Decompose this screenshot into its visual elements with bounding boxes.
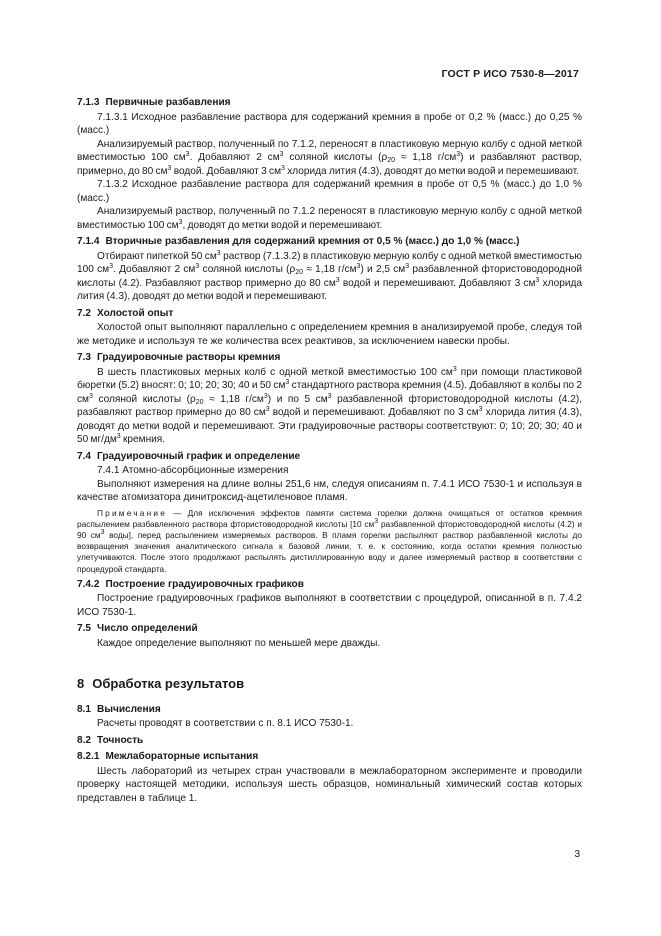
paragraph-7-4-1-body: Выполняют измерения на длине волны 251,6 нм, следуя описаниям п. 7.4.1 ИСО 7530-1 и используя в качестве атомизатора динитроксид-ацетиленовое пламя. bbox=[77, 478, 582, 503]
section-title: Вычисления bbox=[97, 703, 161, 715]
heading-7-1-3 bbox=[77, 96, 582, 110]
heading-7-4-2 bbox=[77, 578, 582, 592]
section-number: 7.4.2 bbox=[77, 578, 100, 590]
section-number: 7.5 bbox=[77, 623, 92, 635]
section-title: Точность bbox=[97, 734, 144, 746]
paragraph-7-1-3-2-body: Анализируемый раствор, полученный по 7.1.2 переносят в пластиковую мерную колбу с одной меткой вместимостью 100 $см^3$, доводят до метки водой и перемешивают. bbox=[77, 206, 582, 231]
section-title: Градуировочный график и определение bbox=[97, 450, 301, 462]
section-number: 7.4 bbox=[77, 450, 92, 462]
heading-8-2-1 bbox=[77, 750, 582, 764]
section-title: Первичные разбавления bbox=[105, 97, 231, 108]
section-number: 8.1 bbox=[77, 703, 92, 715]
paragraph-7-5: Каждое определение выполняют по меньшей мере дважды. bbox=[97, 637, 381, 649]
section-number: 8 bbox=[77, 676, 85, 692]
section-number: 7.3 bbox=[77, 352, 92, 363]
section-title: Обработка результатов bbox=[92, 676, 245, 692]
section-number: 7.1.4 bbox=[77, 236, 100, 247]
section-number: 8.2 bbox=[77, 734, 92, 746]
heading-7-2 bbox=[77, 307, 582, 321]
section-title: Межлабораторные испытания bbox=[105, 751, 259, 763]
note: Примечание — Для исключения эффектов памяти система горелки должна очищаться от остатков кремния распылением разбавленного раствора фтористоводородной кислоты [10 $см^3$ разбавленной фтористоводородной кислоты (4.2) и 90 $см^3$ воды], перед распылением измеряемых растворов. В пламя горелки распыляют раствор разбавленной кислоты до возвращения значения аналитического сигнала к базовой линии, т. е. к состоянию, когда остатки кремния полностью улетучиваются. После этого продолжают распылять дистиллированную воду и далее измеряемый раствор в соответствии с процедурой стандарта. bbox=[77, 507, 582, 574]
section-number: 7.2 bbox=[77, 307, 92, 319]
paragraph-7-4-1: 7.4.1 Атомно-абсорбционные измерения bbox=[97, 465, 289, 476]
note-label: Примечание bbox=[97, 507, 168, 518]
paragraph-8-2-1: Шесть лабораторий из четырех стран участвовали в межлабораторном эксперименте и проводили проверку настоящей методики, используя шесть образцов, номинальный химический состав которых представлен в таблице 1. bbox=[77, 765, 582, 804]
document-body bbox=[77, 93, 582, 805]
heading-7-4 bbox=[77, 450, 582, 464]
section-number: 7.1.3 bbox=[77, 97, 100, 108]
heading-8-1 bbox=[77, 703, 582, 717]
paragraph-7-1-4: Отбирают пипеткой 50 $см^3$ раствор (7.1.3.2) в пластиковую мерную колбу с одной меткой вместимостью 100 $см^3$. Добавляют 2 $см^3$ соляной кислоты ($\rho_{20} \approx 1,18$ $г/см^3$) и 2,5 $см^3$ разбавленной фтористоводородной кислоты (4.2). Разбавляют раствор примерно до 80 $см^3$ водой и перемешивают. Добавляют 3 $см^3$ хлорида лития (4.3), доводят до метки водой и перемешивают. bbox=[77, 249, 582, 302]
heading-7-3 bbox=[77, 351, 582, 365]
section-number: 8.2.1 bbox=[77, 751, 100, 763]
heading-7-5 bbox=[77, 622, 582, 636]
heading-8-2 bbox=[77, 734, 582, 748]
paragraph-7-2: Холостой опыт выполняют параллельно с определением кремния в анализируемой пробе, следуя той же методике и используя те же количества всех реактивов, за исключением навески пробы. bbox=[77, 322, 582, 347]
heading-7-1-4 bbox=[77, 235, 582, 249]
section-title: Построение градуировочных графиков bbox=[105, 578, 304, 590]
standard-header: ГОСТ Р ИСО 7530-8—2017 bbox=[441, 68, 579, 80]
page-number: 3 bbox=[574, 849, 580, 860]
paragraph-7-1-3-1: 7.1.3.1 Исходное разбавление раствора для содержаний кремния в пробе от 0,2 % (масс.) до 0,25 % (масс.) bbox=[77, 111, 582, 136]
paragraph-8-1: Расчеты проводят в соответствии с п. 8.1 ИСО 7530-1. bbox=[97, 718, 354, 730]
section-title: Холостой опыт bbox=[97, 307, 174, 319]
paragraph-7-1-3-2: 7.1.3.2 Исходное разбавление раствора для содержаний кремния в пробе от 0,5 % (масс.) до 1,0 % (масс.) bbox=[77, 179, 582, 204]
heading-8 bbox=[77, 677, 582, 691]
paragraph-7-4-2: Построение градуировочных графиков выполняют в соответствии с процедурой, описанной в п. 7.4.2 ИСО 7530-1. bbox=[77, 593, 582, 618]
section-title: Вторичные разбавления для содержаний кремния от 0,5 % (масс.) до 1,0 % (масс.) bbox=[105, 236, 520, 247]
paragraph-7-1-3-1-body: Анализируемый раствор, полученный по 7.1.2, переносят в пластиковую мерную колбу с одной меткой вместимостью 100 $см^3$. Добавляют 2 $см^3$ соляной кислоты ($\rho_{20} \approx 1,18$ $г/см^3$) и разбавляют раствор, примерно, до 80 $см^3$ водой. Добавляют 3 $см^3$ хлорида лития (4.3), доводят до метки водой и перемешивают. bbox=[77, 138, 583, 177]
section-title: Градуировочные растворы кремния bbox=[97, 352, 281, 363]
paragraph-7-3: В шесть пластиковых мерных колб с одной меткой вместимостью 100 $см^3$ при помощи пластиковой бюретки (5.2) вносят: 0; 10; 20; 30; 40 и 50 $см^3$ стандартного раствора кремния (4.5). Добавляют в колбы по 2 $см^3$ соляной кислоты ($\rho_{20} \approx 1,18$ $г/см^3$) и по 5 $см^3$ разбавленной фтористоводородной кислоты (4.2), разбавляют раствор примерно до 80 $см^3$ водой и перемешивают. Добавляют по 3 $см^3$ хлорида лития (4.3), доводят до метки водой и перемешивают. Эти градуировочные растворы соответствуют: 0; 10; 20; 30; 40 и 50 $мг/дм^3$ кремния. bbox=[77, 365, 583, 445]
section-title: Число определений bbox=[97, 623, 198, 635]
